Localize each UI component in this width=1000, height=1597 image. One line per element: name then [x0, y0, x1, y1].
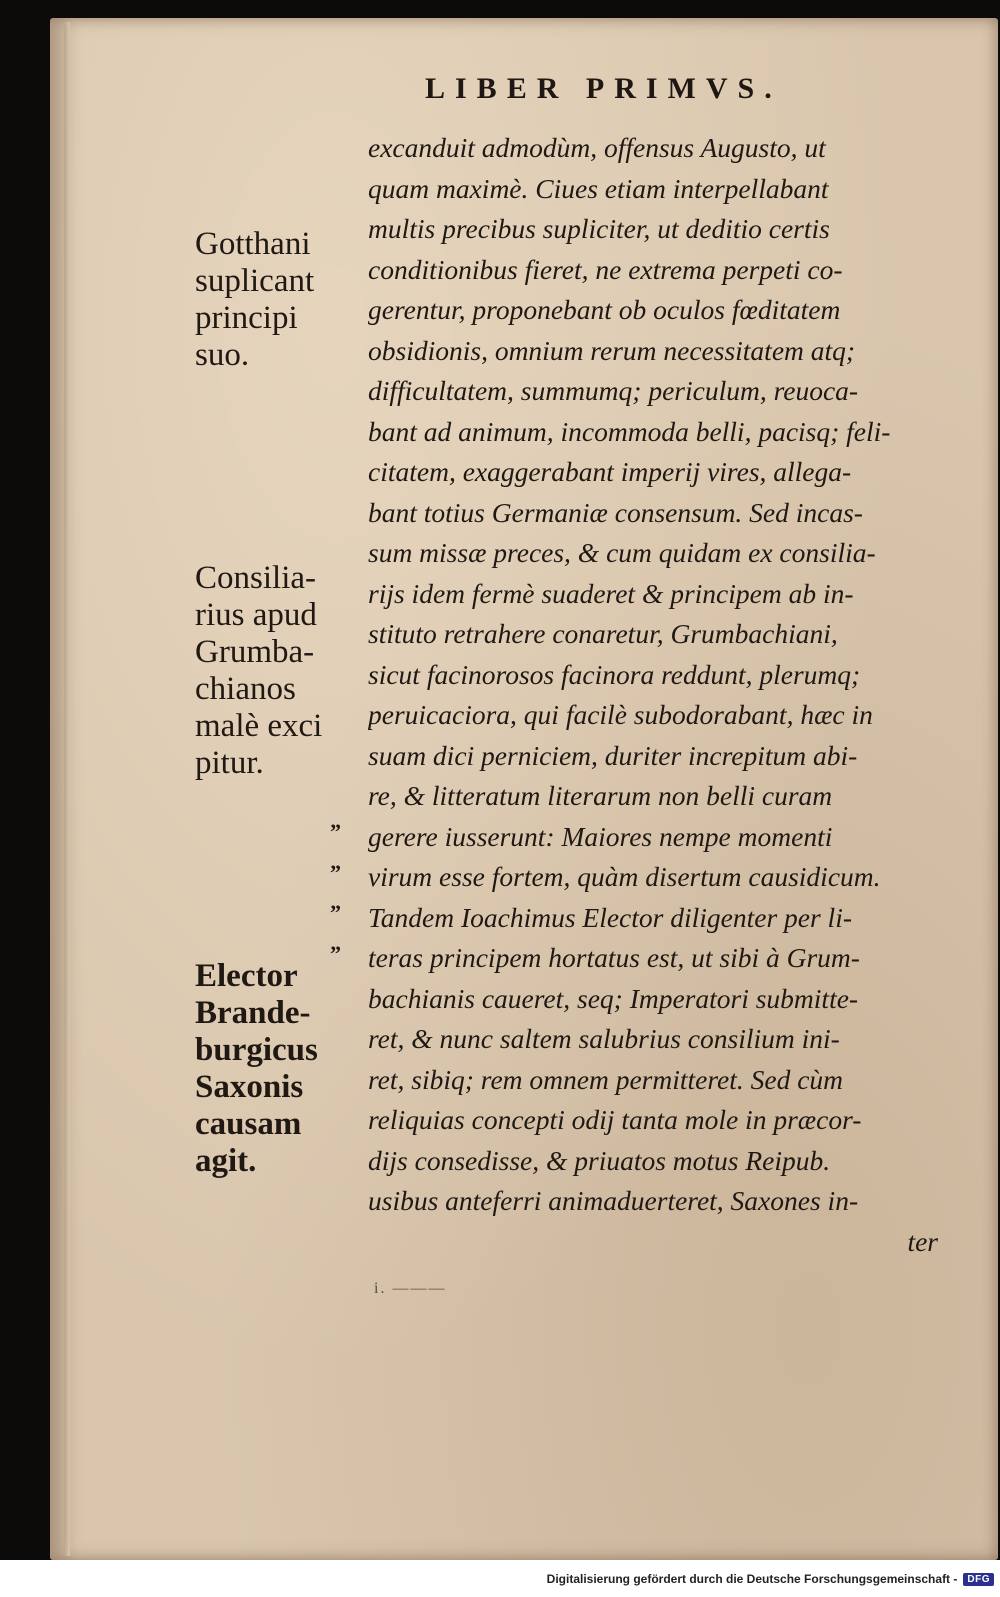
body-line: virum esse fortem, quàm disertum causidicum.	[368, 861, 881, 892]
body-text	[368, 128, 948, 1262]
stray-ink-marks: i. ———	[374, 1280, 447, 1297]
body-line: obsidionis, omnium rerum necessitatem atq;	[368, 334, 856, 366]
marginal-note-consiliarius	[195, 560, 365, 782]
body-line: re, & litteratum literarum non belli curam	[368, 780, 833, 811]
body-line: stituto retrahere conaretur, Grumbachiani,	[368, 618, 838, 649]
footer-text: Digitalisierung gefördert durch die Deutsche Forschungsgemeinschaft -	[546, 1572, 958, 1586]
body-line: usibus anteferri animaduerteret, Saxones in-	[368, 1185, 859, 1216]
marginal-note-line: causam	[195, 1106, 302, 1142]
body-line: dijs consedisse, & priuatos motus Reipub.	[368, 1144, 831, 1176]
body-line: multis precibus supliciter, ut deditio certis	[368, 213, 830, 244]
body-line: peruicaciora, qui facilè subodorabant, hæc in	[368, 699, 873, 730]
body-line: quam maximè. Ciues etiam interpellabant	[368, 172, 829, 204]
marginal-note-line: malè exci	[195, 708, 323, 744]
dfg-logo: DFG	[963, 1573, 994, 1586]
marginal-note-line: Brande-	[195, 995, 311, 1031]
body-line: suam dici perniciem, duriter increpitum abi-	[368, 739, 858, 771]
quotation-mark: ”	[330, 940, 341, 966]
body-line: bant totius Germaniæ consensum. Sed incas-	[368, 496, 863, 528]
marginal-note-line: suplicant	[195, 263, 315, 299]
body-line: Tandem Ioachimus Elector diligenter per li-	[368, 901, 852, 933]
marginal-note-line: agit.	[195, 1143, 257, 1179]
body-line: bant ad animum, incommoda belli, pacisq; feli-	[368, 415, 891, 447]
marginal-note-line: Elector	[195, 958, 298, 994]
body-line: ret, & nunc saltem salubrius consilium ini-	[368, 1023, 840, 1054]
marginal-note-line: Saxonis	[195, 1069, 304, 1105]
quotation-marks-column	[330, 812, 360, 974]
body-line: citatem, exaggerabant imperij vires, allega-	[368, 456, 852, 487]
body-line: reliquias concepti odij tanta mole in præcor-	[368, 1104, 862, 1135]
page-gutter-shadow	[64, 22, 70, 1556]
marginal-note-line: burgicus	[195, 1032, 318, 1068]
body-line: teras principem hortatus est, ut sibi à Grum-	[368, 942, 860, 973]
quotation-mark: ”	[330, 900, 341, 925]
marginal-note-line: Gotthani	[195, 226, 311, 262]
quotation-mark: ”	[330, 859, 341, 885]
marginal-note-line: suo.	[195, 337, 250, 373]
marginal-note-line: chianos	[195, 671, 296, 707]
running-head: LIBER PRIMVS.	[425, 72, 782, 105]
marginal-note-line: principi	[195, 300, 298, 336]
body-line: gerentur, proponebant ob oculos fœditatem	[368, 294, 841, 325]
body-line: sicut facinorosos facinora reddunt, plerumq;	[368, 658, 861, 690]
digitization-footer	[547, 1567, 994, 1591]
body-line: ret, sibiq; rem omnem permitteret. Sed cùm	[368, 1063, 844, 1095]
marginal-note-line: rius apud	[195, 597, 317, 633]
body-line: sum missæ preces, & cum quidam ex consilia-	[368, 537, 876, 568]
body-line: excanduit admodùm, offensus Augusto, ut	[368, 132, 826, 163]
body-line: conditionibus fieret, ne extrema perpeti co-	[368, 253, 843, 285]
body-line: bachianis caueret, seq; Imperatori submitte-	[368, 982, 859, 1014]
marginal-note-line: Grumba-	[195, 634, 315, 670]
body-line: ter	[907, 1225, 938, 1257]
quotation-mark: ”	[330, 819, 341, 844]
body-line: gerere iusserunt: Maiores nempe momenti	[368, 820, 833, 852]
marginal-note-gotthani	[195, 226, 365, 374]
marginal-note-line: pitur.	[195, 745, 264, 781]
marginal-note-line: Consilia-	[195, 560, 316, 596]
body-line: rijs idem fermè suaderet & principem ab in-	[368, 577, 854, 609]
body-line: difficultatem, summumq; periculum, reuoca-	[368, 375, 859, 406]
marginal-note-elector	[195, 958, 365, 1180]
